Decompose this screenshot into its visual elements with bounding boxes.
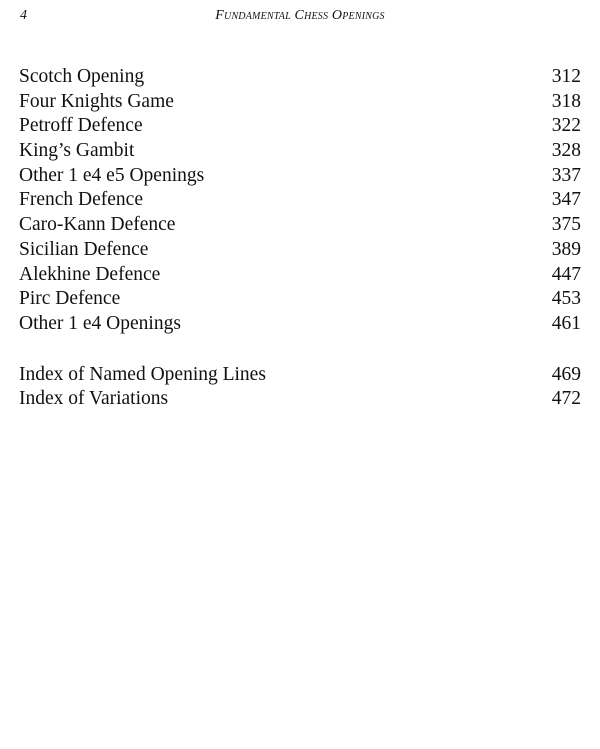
toc-entry-title: Four Knights Game	[19, 90, 174, 112]
toc-entry	[19, 287, 581, 312]
toc-entry-page: 447	[551, 263, 581, 285]
toc-entry	[19, 188, 581, 213]
toc-entry-page: 347	[551, 189, 581, 211]
toc-entry-page: 375	[551, 214, 581, 236]
toc-entry-page: 312	[551, 66, 581, 87]
toc-entry-title: Other 1 e4 e5 Openings	[19, 164, 205, 186]
toc-entry-title: Pirc Defence	[19, 288, 121, 310]
toc-openings-group	[19, 65, 581, 337]
toc-entry-page: 328	[551, 140, 581, 162]
toc-entry-title: Caro-Kann Defence	[19, 214, 176, 236]
toc-entry-title: Index of Named Opening Lines	[19, 363, 266, 385]
toc-entry	[19, 263, 581, 288]
toc-entry	[19, 164, 581, 189]
toc-entry	[19, 387, 581, 412]
toc-entry	[19, 363, 581, 388]
toc-entry-title: Other 1 e4 Openings	[19, 312, 181, 334]
toc-entry-title: Index of Variations	[19, 388, 169, 410]
toc-entry-title: Sicilian Defence	[19, 238, 149, 260]
toc-entry-page: 461	[551, 312, 581, 334]
page-number: 4	[20, 8, 27, 23]
toc-entry	[19, 139, 581, 164]
toc-entry	[19, 213, 581, 238]
toc-entry-page: 337	[551, 164, 581, 186]
toc-entry-page: 318	[551, 90, 581, 112]
toc-entry-title: King’s Gambit	[19, 140, 135, 162]
toc-entry	[19, 312, 581, 337]
toc-entry-title: Scotch Opening	[19, 66, 145, 87]
toc-entry	[19, 90, 581, 115]
toc-entry	[19, 65, 581, 90]
toc-entry-title: Alekhine Defence	[19, 263, 161, 285]
running-title: Fundamental Chess Openings	[215, 8, 385, 23]
toc-entry-title: French Defence	[19, 189, 143, 211]
toc-entry	[19, 238, 581, 263]
page-header	[0, 8, 600, 28]
toc-entry-page: 453	[551, 288, 581, 310]
toc-indexes-group	[19, 363, 581, 412]
toc-entry-page: 322	[551, 115, 581, 137]
toc-entry	[19, 114, 581, 139]
toc-entry-page: 472	[551, 388, 581, 410]
table-of-contents	[19, 65, 581, 412]
toc-entry-title: Petroff Defence	[19, 115, 143, 137]
toc-entry-page: 469	[551, 363, 581, 385]
toc-entry-page: 389	[551, 238, 581, 260]
